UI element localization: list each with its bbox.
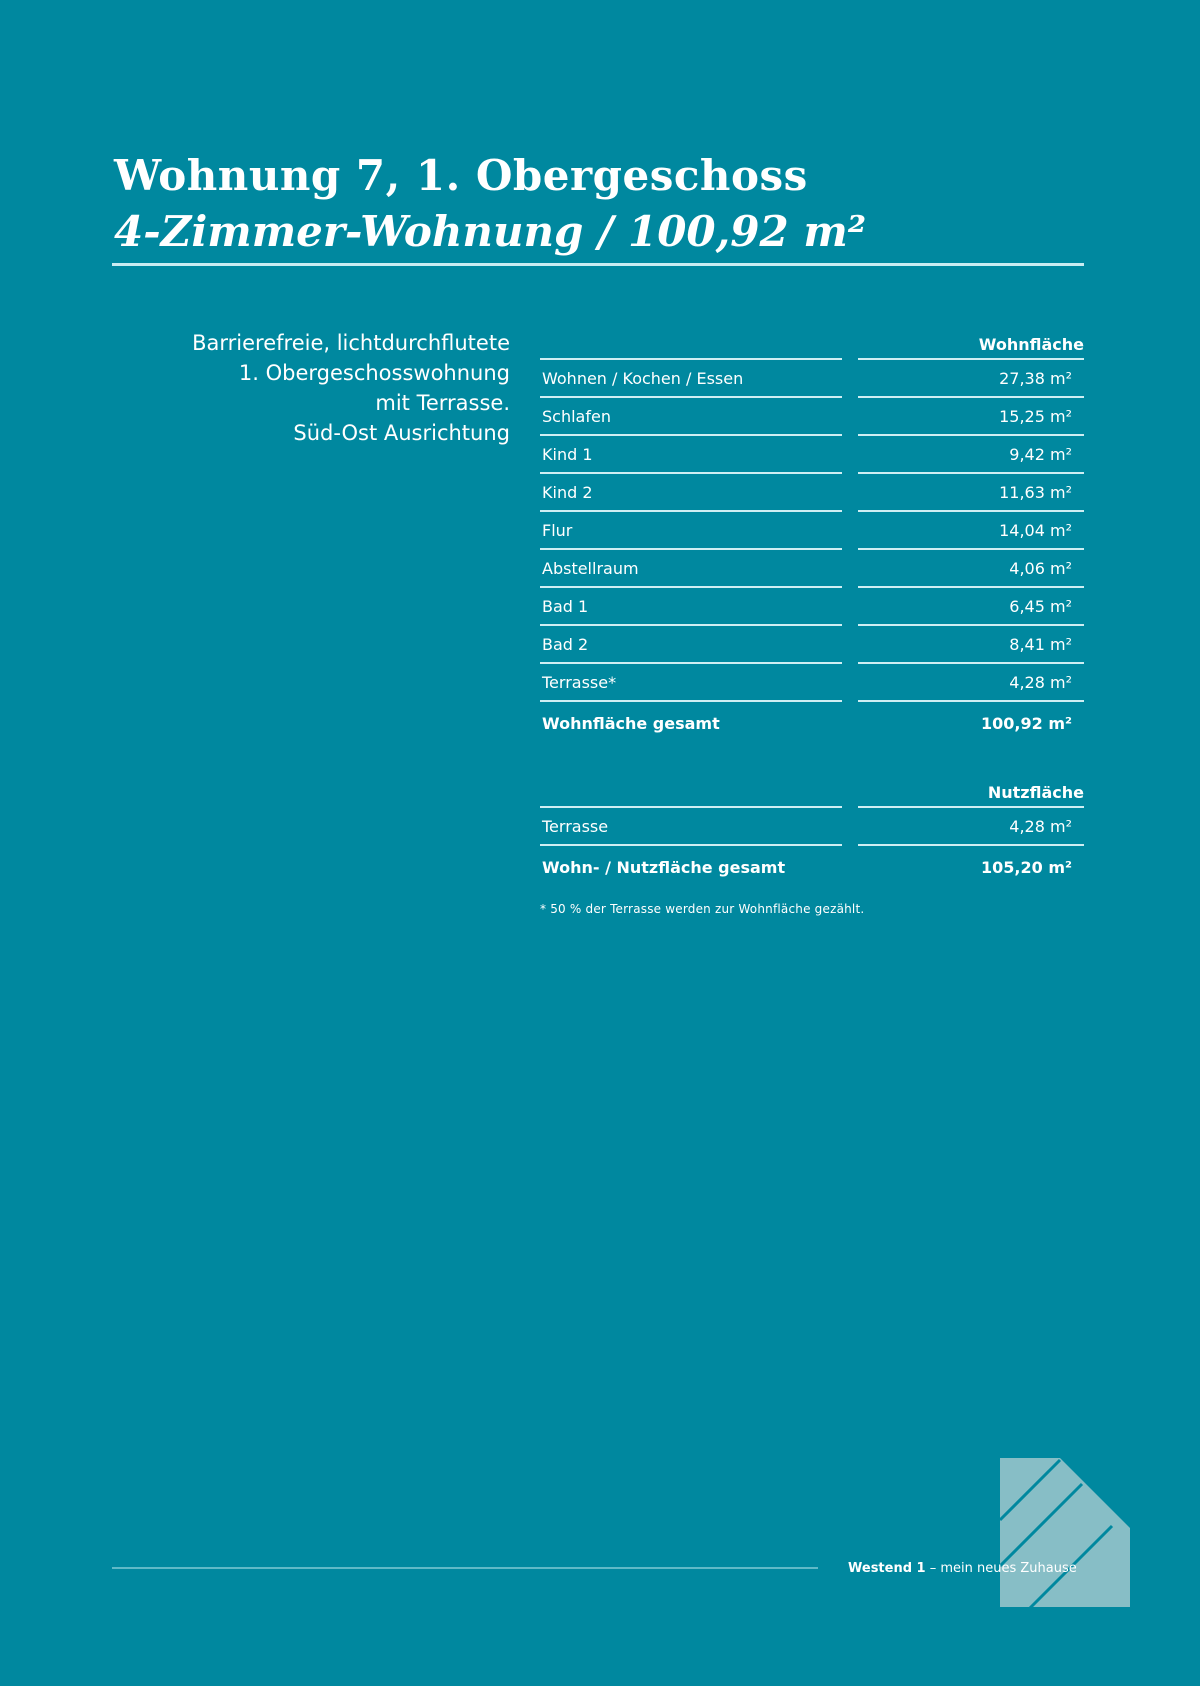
description-line: Süd-Ost Ausrichtung: [293, 421, 510, 445]
row-label: Abstellraum: [542, 558, 639, 578]
footer-text: [848, 1561, 1077, 1576]
apartment-description: [130, 328, 510, 448]
total-row: [540, 702, 1084, 744]
row-value: 4,06 m²: [1009, 558, 1072, 578]
page-title: [114, 148, 866, 260]
row-label: Kind 2: [542, 482, 593, 502]
title-apartment: Wohnung 7, 1. Obergeschoss: [114, 151, 808, 200]
table-row: [540, 808, 1084, 844]
footer-tagline: – mein neues Zuhause: [925, 1561, 1077, 1576]
description-line: 1. Obergeschosswohnung: [238, 361, 510, 385]
row-value: 4,28 m²: [1009, 816, 1072, 836]
row-label: Wohnen / Kochen / Essen: [542, 368, 744, 388]
wohnflaeche-heading: Wohnfläche: [978, 335, 1084, 354]
table-row: [540, 436, 1084, 472]
row-label: Terrasse*: [542, 672, 617, 692]
total-value: 100,92 m²: [981, 713, 1072, 733]
nutzflaeche-heading: Nutzfläche: [987, 783, 1084, 802]
area-table: [540, 330, 1084, 888]
total-label: Wohn- / Nutzfläche gesamt: [542, 857, 786, 877]
footer-divider: [112, 1567, 818, 1569]
total-label: Wohnfläche gesamt: [542, 713, 720, 733]
row-value: 8,41 m²: [1009, 634, 1072, 654]
row-value: 4,28 m²: [1009, 672, 1072, 692]
row-label: Terrasse: [542, 816, 609, 836]
row-value: 6,45 m²: [1009, 596, 1072, 616]
description-line: Barrierefreie, lichtdurchflutete: [192, 331, 510, 355]
table-row: [540, 398, 1084, 434]
table-row: [540, 512, 1084, 548]
row-label: Flur: [542, 520, 573, 540]
row-label: Schlafen: [542, 406, 611, 426]
table-row: [540, 360, 1084, 396]
westend-logo-icon: [1000, 1458, 1140, 1618]
row-value: 27,38 m²: [999, 368, 1072, 388]
row-label: Bad 1: [542, 596, 589, 616]
table-row: [540, 474, 1084, 510]
table-row: [540, 626, 1084, 662]
table-row: [540, 588, 1084, 624]
title-subtitle: 4-Zimmer-Wohnung / 100,92 m²: [114, 207, 867, 256]
row-value: 14,04 m²: [999, 520, 1072, 540]
description-line: mit Terrasse.: [375, 391, 510, 415]
footnote: * 50 % der Terrasse werden zur Wohnfläche gezählt.: [540, 902, 865, 916]
total-row: [540, 846, 1084, 888]
title-divider: [112, 263, 1084, 266]
row-label: Bad 2: [542, 634, 589, 654]
row-value: 15,25 m²: [999, 406, 1072, 426]
total-value: 105,20 m²: [981, 857, 1072, 877]
table-row: [540, 664, 1084, 700]
row-label: Kind 1: [542, 444, 593, 464]
footer-brand: Westend 1: [848, 1561, 926, 1576]
row-value: 11,63 m²: [999, 482, 1072, 502]
table-row: [540, 550, 1084, 586]
row-value: 9,42 m²: [1009, 444, 1072, 464]
